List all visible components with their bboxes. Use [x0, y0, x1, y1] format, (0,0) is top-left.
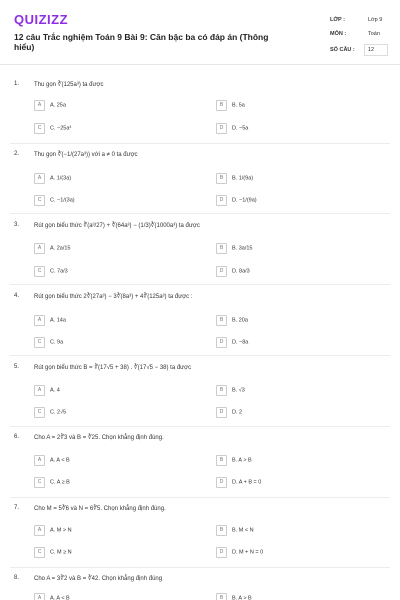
option-d[interactable]: [216, 547, 263, 558]
option-badge: B: [216, 593, 227, 600]
option-badge: D: [216, 547, 227, 558]
option-b[interactable]: [216, 173, 253, 184]
option-badge: C: [34, 407, 45, 418]
option-text: C. 9a: [50, 339, 64, 346]
option-text: B. 5a: [232, 102, 245, 109]
question-text: Thu gọn ∛(−1/(27a³)) với a ≠ 0 ta được: [34, 152, 138, 158]
option-text: C. M ≥ N: [50, 549, 72, 556]
divider: [10, 497, 390, 498]
option-a[interactable]: [34, 100, 66, 111]
question-number: 1.: [14, 81, 20, 87]
option-badge: B: [216, 243, 227, 254]
option-text: C. 2√5: [50, 409, 67, 416]
option-badge: A: [34, 385, 45, 396]
option-text: D. 2: [232, 409, 243, 416]
option-badge: D: [216, 337, 227, 348]
option-badge: B: [216, 525, 227, 536]
option-b[interactable]: [216, 385, 245, 396]
option-badge: A: [34, 525, 45, 536]
option-c[interactable]: [34, 195, 75, 206]
question-number: 8.: [14, 575, 20, 581]
option-c[interactable]: [34, 407, 66, 418]
divider: [10, 567, 390, 568]
question-number: 5.: [14, 364, 20, 370]
divider: [10, 213, 390, 214]
option-d[interactable]: [216, 123, 248, 134]
option-badge: D: [216, 195, 227, 206]
question-text: Cho A = 3∛2 và B = ∛42. Chọn khẳng định đúng: [34, 576, 163, 582]
option-c[interactable]: [34, 337, 63, 348]
option-text: A. 2a/15: [50, 245, 71, 252]
option-text: A. 1/(3a): [50, 175, 72, 182]
option-text: C. −25a³: [50, 125, 72, 132]
option-text: C. A ≥ B: [50, 479, 70, 486]
question-number: 7.: [14, 505, 20, 511]
option-badge: B: [216, 100, 227, 111]
option-a[interactable]: [34, 385, 60, 396]
option-text: C. 7a/3: [50, 268, 68, 275]
divider: [10, 426, 390, 427]
option-a[interactable]: [34, 243, 71, 254]
option-b[interactable]: [216, 100, 245, 111]
option-badge: D: [216, 123, 227, 134]
option-text: A. 14a: [50, 317, 66, 324]
option-text: D. −1/(9a): [232, 197, 257, 204]
option-a[interactable]: [34, 455, 70, 466]
option-a[interactable]: [34, 315, 66, 326]
meta-mon-label: MÔN :: [330, 31, 347, 37]
option-text: B. M < N: [232, 527, 254, 534]
option-badge: D: [216, 477, 227, 488]
question-number: 4.: [14, 293, 20, 299]
quizizz-logo: QUIZIZZ: [14, 12, 69, 27]
option-d[interactable]: [216, 337, 248, 348]
option-c[interactable]: [34, 477, 70, 488]
meta-socau-label: SỐ CÂU :: [330, 47, 355, 53]
option-b[interactable]: [216, 243, 253, 254]
option-c[interactable]: [34, 547, 72, 558]
option-c[interactable]: [34, 123, 71, 134]
option-badge: B: [216, 173, 227, 184]
option-badge: A: [34, 100, 45, 111]
question-text: Rút gọn biểu thức B = ∛(17√5 + 38) . ∛(17√5 − 38) ta được: [34, 365, 192, 371]
divider: [10, 143, 390, 144]
option-badge: A: [34, 315, 45, 326]
option-a[interactable]: [34, 173, 71, 184]
option-badge: C: [34, 195, 45, 206]
page-title: 12 câu Trắc nghiệm Toán 9 Bài 9: Căn bậc ba có đáp án (Thông hiểu): [14, 32, 269, 52]
page-header: [0, 0, 400, 65]
option-b[interactable]: [216, 525, 254, 536]
option-b[interactable]: [216, 455, 252, 466]
option-text: A. M > N: [50, 527, 72, 534]
option-b[interactable]: [216, 315, 248, 326]
option-badge: C: [34, 547, 45, 558]
divider: [10, 355, 390, 356]
option-badge: B: [216, 385, 227, 396]
option-badge: A: [34, 173, 45, 184]
divider: [10, 284, 390, 285]
option-badge: C: [34, 477, 45, 488]
option-badge: B: [216, 455, 227, 466]
question-number: 6.: [14, 434, 20, 440]
option-badge: A: [34, 243, 45, 254]
option-badge: D: [216, 407, 227, 418]
option-text: C. −1/(3a): [50, 197, 75, 204]
option-text: A. 25a: [50, 102, 66, 109]
question-text: Thu gọn ∛(125a³) ta được: [34, 82, 104, 88]
option-text: B. 20a: [232, 317, 248, 324]
option-text: D. M + N = 0: [232, 549, 264, 556]
question-number: 3.: [14, 222, 20, 228]
option-text: B. √3: [232, 387, 245, 394]
meta-lop-value: Lớp 9: [368, 17, 383, 23]
option-badge: C: [34, 337, 45, 348]
option-a[interactable]: [34, 525, 72, 536]
question-number: 2.: [14, 151, 20, 157]
option-text: A. A < B: [50, 457, 70, 464]
option-text: A. 4: [50, 387, 60, 394]
option-d[interactable]: [216, 407, 242, 418]
meta-socau-value: 12: [368, 47, 375, 53]
option-text: B. A > B: [232, 457, 252, 464]
option-badge: A: [34, 593, 45, 600]
option-text: D. A + B = 0: [232, 479, 262, 486]
option-text: B. A > B: [232, 595, 252, 600]
meta-mon-value: Toán: [368, 31, 380, 37]
option-badge: C: [34, 123, 45, 134]
option-text: B. 3a/15: [232, 245, 253, 252]
option-badge: A: [34, 455, 45, 466]
option-text: D. −8a: [232, 339, 249, 346]
option-text: D. −5a: [232, 125, 249, 132]
option-d[interactable]: [216, 195, 257, 206]
option-a[interactable]: [34, 593, 70, 600]
question-text: Rút gọn biểu thức ∛(a³/27) + ∛(64a³) − (1/3)∛(1000a³) ta được: [34, 223, 200, 229]
meta-lop-label: LỚP :: [330, 17, 345, 23]
option-badge: C: [34, 266, 45, 277]
question-text: Cho A = 2∛3 và B = ∛25. Chọn khẳng định đúng.: [34, 435, 164, 441]
option-text: B. 1/(9a): [232, 175, 254, 182]
option-badge: D: [216, 266, 227, 277]
option-badge: B: [216, 315, 227, 326]
option-text: A. A < B: [50, 595, 70, 600]
option-b[interactable]: [216, 593, 252, 600]
question-text: Rút gọn biểu thức 2∛(27a³) − 3∛(8a³) + 4∛(125a³) ta được :: [34, 294, 193, 300]
option-c[interactable]: [34, 266, 68, 277]
option-d[interactable]: [216, 477, 261, 488]
option-d[interactable]: [216, 266, 250, 277]
question-text: Cho M = 5∛6 và N = 6∛5. Chọn khẳng định đúng.: [34, 506, 166, 512]
option-text: D. 8a/3: [232, 268, 250, 275]
